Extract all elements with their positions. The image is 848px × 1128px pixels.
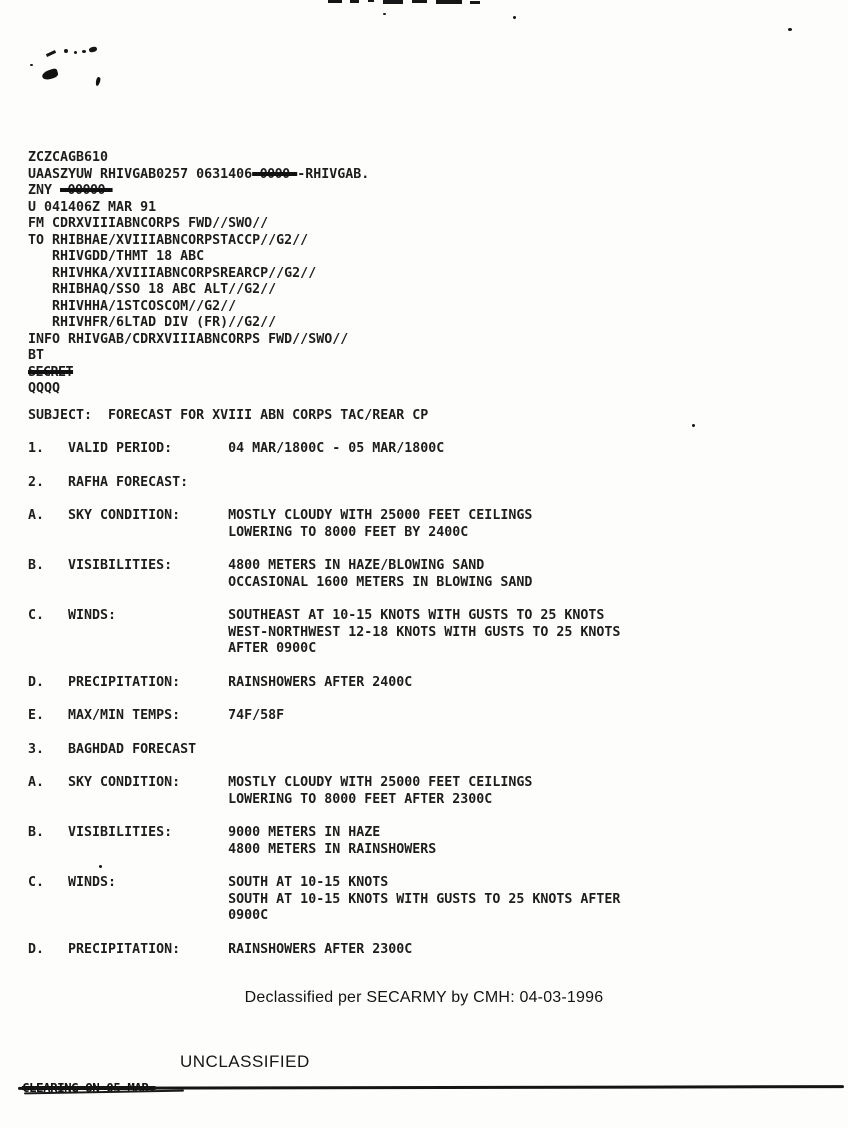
text-segment: RHIBHAQ/SSO 18 ABC ALT//G2// [28,282,277,297]
redacted-text: -00000- [60,183,113,198]
text-segment: INFO RHIVGAB/CDRXVIIIABNCORPS FWD//SWO// [28,331,349,347]
message-paragraph [28,558,620,591]
text-segment: B. VISIBILITIES: 4800 METERS IN HAZE/BLOWING SAND [28,558,485,573]
message-line [28,282,620,299]
message-line [28,908,620,925]
text-segment: D. PRECIPITATION: RAINSHOWERS AFTER 2400C [28,674,413,690]
scan-artifact [788,28,792,31]
message-line [28,525,620,542]
text-segment: 3. BAGHDAD FORECAST [28,741,197,757]
message-line [28,842,620,859]
message-line [28,183,620,200]
message-paragraph [28,875,620,925]
text-segment: B. VISIBILITIES: 9000 METERS IN HAZE [28,825,381,840]
message-paragraph [28,150,620,398]
text-segment: WEST-NORTHWEST 12-18 KNOTS WITH GUSTS TO 25 KNOTS [28,624,621,640]
text-segment: RHIVGDD/THMT 18 ABC [28,249,205,264]
text-segment: UAASZYUW RHIVGAB0257 0631406 [28,166,253,182]
scan-artifact [412,0,427,3]
message-line [28,608,620,625]
text-segment: LOWERING TO 8000 FEET BY 2400C [28,524,469,540]
text-segment: QQQQ [28,381,61,396]
message-line [28,249,620,266]
message-line [28,475,620,492]
redacted-text: -0000- [252,166,298,182]
text-segment: C. WINDS: SOUTHEAST AT 10-15 KNOTS WITH GUSTS TO 25 KNOTS [28,608,605,623]
message-line [28,558,620,575]
message-paragraph [28,942,620,959]
message-paragraph [28,441,620,458]
message-line [28,315,620,332]
message-line [28,233,620,250]
message-paragraph [28,475,620,492]
message-line [28,625,620,642]
pen-mark [95,77,101,87]
message-line [28,742,620,759]
message-line [28,708,620,725]
message-line [28,825,620,842]
text-segment: U 041406Z MAR 91 [28,199,157,215]
message-line [28,441,620,458]
scan-artifact [513,16,516,19]
text-segment: 0900C [28,908,269,923]
message-line [28,641,620,658]
scan-artifact [692,424,695,427]
scan-artifact [368,0,374,2]
scan-artifact [383,13,386,15]
message-line [28,508,620,525]
text-segment: TO RHIBHAE/XVIIIABNCORPSTACCP//G2// [28,232,309,248]
text-segment: ZCZCAGB610 [28,150,109,165]
message-line [28,266,620,283]
classification-label: UNCLASSIFIED [180,1052,310,1071]
text-segment: A. SKY CONDITION: MOSTLY CLOUDY WITH 25000 FEET CEILINGS [28,508,533,523]
message-line [28,792,620,809]
text-segment: OCCASIONAL 1600 METERS IN BLOWING SAND [28,574,533,590]
text-segment: C. WINDS: SOUTH AT 10-15 KNOTS [28,875,389,890]
text-segment: AFTER 0900C [28,641,317,656]
text-segment: ZNY [28,183,61,198]
message-line [28,299,620,316]
pen-mark [74,51,77,54]
text-segment: RHIVHFR/6LTAD DIV (FR)//G2// [28,315,277,330]
message-paragraph [28,408,620,425]
message-line [28,675,620,692]
scan-artifact [350,0,359,3]
message-line [28,150,620,167]
pen-mark [88,46,97,53]
text-segment: E. MAX/MIN TEMPS: 74F/58F [28,708,285,723]
message-line [28,381,620,398]
message-line [28,942,620,959]
pen-mark [41,68,59,82]
text-segment: SUBJECT: FORECAST FOR XVIII ABN CORPS TAC/REAR CP [28,407,429,423]
strike-rule [18,1085,844,1090]
text-segment: LOWERING TO 8000 FEET AFTER 2300C [28,791,493,807]
message-paragraph [28,742,620,759]
pen-mark [30,64,33,66]
scan-artifact [328,0,342,3]
message-paragraph [28,825,620,858]
scan-artifact [436,0,462,4]
pen-mark [64,49,68,53]
message-paragraph [28,675,620,692]
declassified-stamp: Declassified per SECARMY by CMH: 04-03-1996 [244,989,604,1006]
text-segment: 4800 METERS IN RAINSHOWERS [28,841,437,857]
message-paragraph [28,608,620,658]
message-line [28,348,620,365]
message-line [28,892,620,909]
message-line [28,167,620,184]
pen-mark [82,50,86,53]
pen-mark [46,50,56,57]
scan-artifact [470,1,480,4]
message-body [28,150,620,958]
text-segment: D. PRECIPITATION: RAINSHOWERS AFTER 2300C [28,941,413,957]
message-paragraph [28,708,620,725]
message-line [28,216,620,233]
scan-artifact [383,0,403,4]
message-line [28,365,620,382]
text-segment: 1. VALID PERIOD: 04 MAR/1800C - 05 MAR/1800C [28,441,445,456]
message-line [28,875,620,892]
message-line [28,575,620,592]
message-line [28,332,620,349]
message-paragraph [28,775,620,808]
text-segment: RHIVHKA/XVIIIABNCORPSREARCP//G2// [28,265,317,281]
text-segment: RHIVHHA/1STCOSCOM//G2// [28,298,237,314]
text-segment: BT [28,348,45,363]
text-segment: FM CDRXVIIIABNCORPS FWD//SWO// [28,216,269,231]
message-line [28,775,620,792]
text-segment: 2. RAFHA FORECAST: [28,474,189,490]
text-segment: -RHIVGAB. [297,166,370,182]
message-line [28,408,620,425]
text-segment: A. SKY CONDITION: MOSTLY CLOUDY WITH 25000 FEET CEILINGS [28,775,533,790]
message-paragraph [28,508,620,541]
text-segment: SOUTH AT 10-15 KNOTS WITH GUSTS TO 25 KNOTS AFTER [28,891,621,907]
redacted-text: SECRET [28,364,74,380]
message-line [28,200,620,217]
